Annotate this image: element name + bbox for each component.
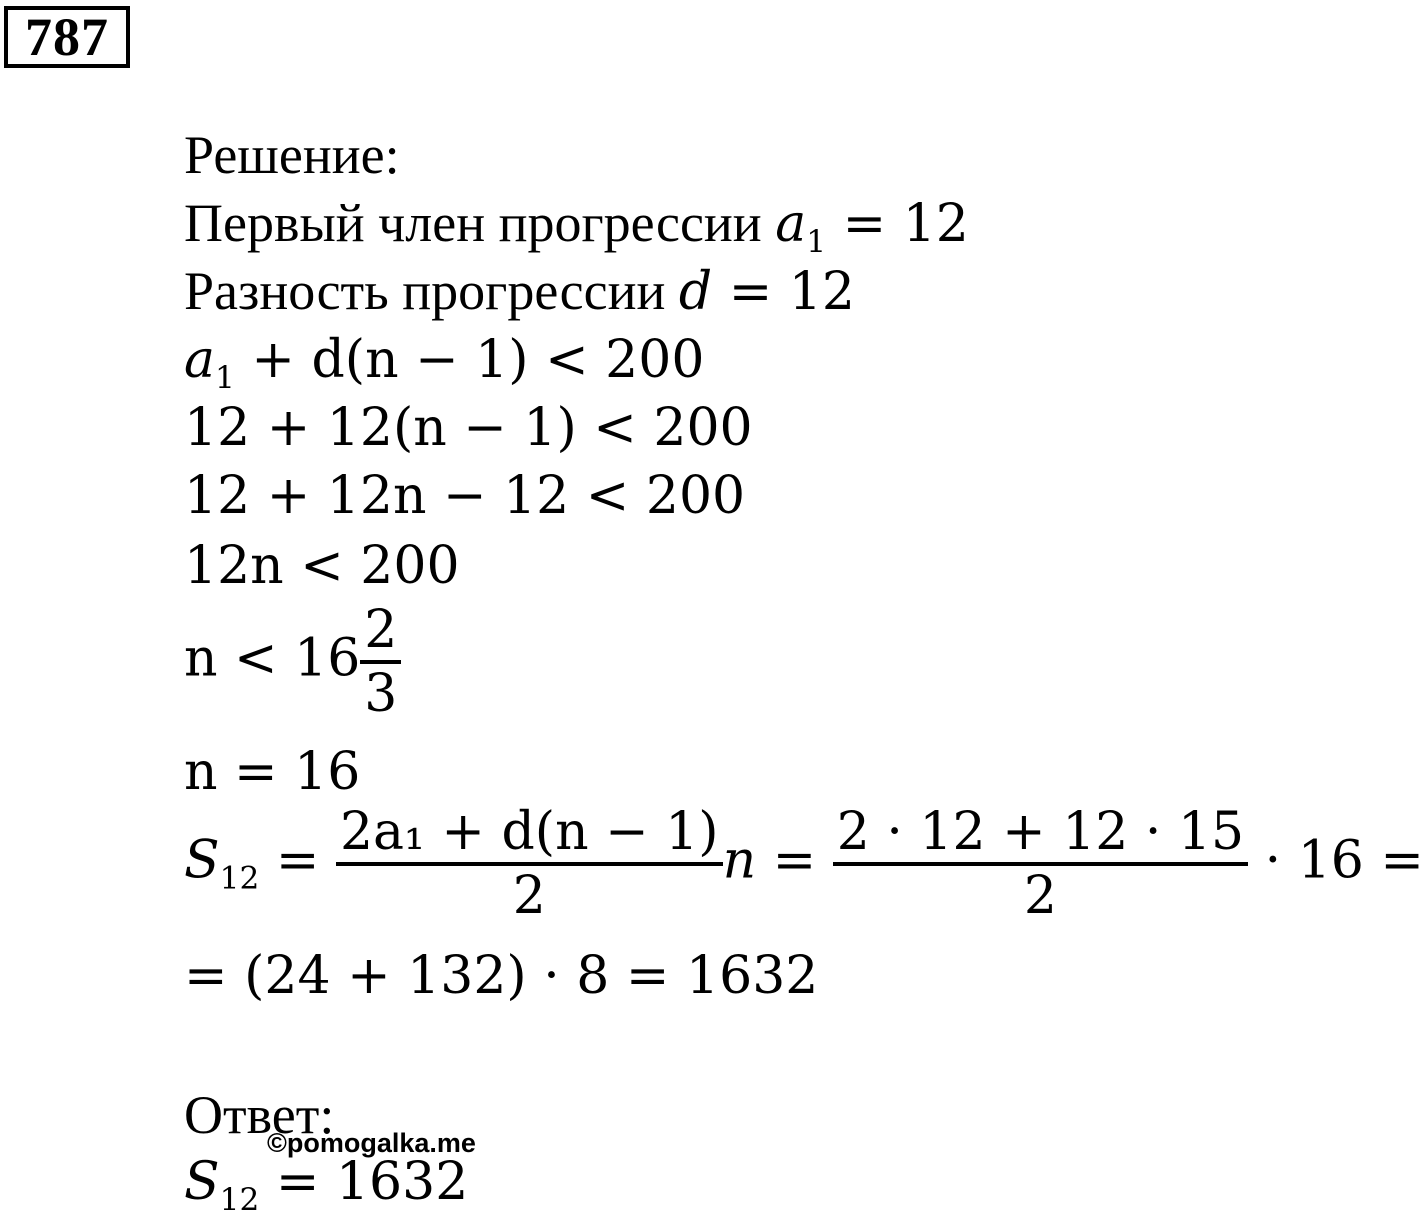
sum-numeric-fraction: $\frac{2 \cdot 12 + 12 \cdot 15}{2}$ [833,806,1248,922]
problem-number: 787 [25,7,109,67]
answer-label: Ответ: [184,1085,335,1145]
first-term-line [184,193,969,260]
difference-line [184,261,855,322]
n-value: n = 16 [184,742,361,802]
sum-result-line: = (24 + 132) · 8 = 1632 [184,946,819,1006]
sum-formula-line: $S_{12}$ = $\frac{\text{2a₁ + d(n − 1)}}{2}$ n = $\frac{2 \cdot 12 + 12 \cdot 15}{2}$ · 16 = [184,802,1424,926]
inequality-fraction-line [184,600,401,724]
answer-value-line: $S_{12} = 1632$ [184,1152,469,1218]
n-less-than: n < 16 [184,628,361,689]
inequality-general: $a_1 + d(n - 1) < 200$ [184,330,705,396]
inequality-expanded: 12 + 12n − 12 < 200 [184,466,746,526]
first-term-formula: $a_1 = 12$ [775,194,969,260]
first-term-text: Первый член прогрессии [184,193,762,253]
difference-formula: d = 12 [678,262,855,322]
difference-text: Разность прогрессии [184,261,666,321]
sum-formula-fraction: $\frac{\text{2a₁ + d(n − 1)}}{2}$ [336,806,723,922]
problem-number-box [4,6,130,68]
inequality-substituted: 12 + 12(n − 1) < 200 [184,398,753,458]
inequality-simplified: 12n < 200 [184,536,460,596]
two-thirds-fraction: $\frac{2}{3}$ [360,604,401,720]
watermark: ©pomogalka.me [267,1128,476,1158]
solution-label: Решение: [184,125,400,185]
